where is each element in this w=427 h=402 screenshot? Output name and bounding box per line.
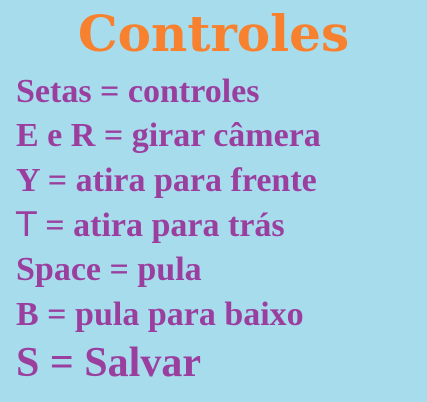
control-line-jump: Space = pula [16,251,202,288]
controls-title: Controles [77,4,350,63]
control-line-jump-down: B = pula para baixo [16,296,304,333]
control-line-camera: E e R = girar câmera [16,117,321,154]
shoot-backward-text: = atira para trás [45,207,285,244]
control-line-shoot-backward [16,205,285,246]
control-line-save: S = Salvar [16,340,201,386]
control-line-arrows: Setas = controles [16,73,260,110]
t-key-label: T [16,205,37,245]
control-line-shoot-forward: Y = atira para frente [16,162,317,199]
